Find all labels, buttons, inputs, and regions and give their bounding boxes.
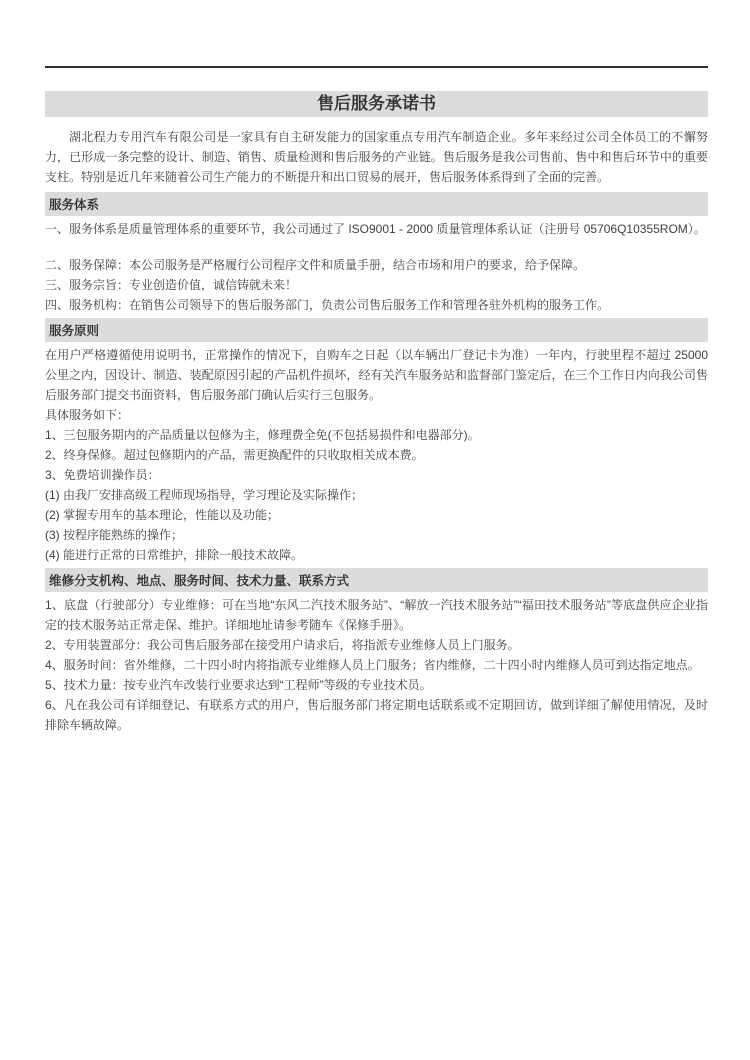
paragraph: 1、三包服务期内的产品质量以包修为主，修理费全免(不包括易损件和电器部分)。 bbox=[45, 428, 480, 442]
paragraph: (1) 由我厂安排高级工程师现场指导，学习理论及实际操作； bbox=[45, 488, 364, 502]
paragraph: 5、技术力量：按专业汽车改装行业要求达到“工程师”等级的专业技术员。 bbox=[45, 678, 432, 692]
paragraph: 3、免费培训操作员： bbox=[45, 468, 160, 482]
section-header-0: 服务体系 bbox=[45, 192, 708, 216]
paragraph: 2、专用装置部分：我公司售后服务部在接受用户请求后，将指派专业维修人员上门服务。 bbox=[45, 638, 520, 652]
paragraph: (2) 掌握专用车的基本理论，性能以及功能； bbox=[45, 508, 280, 522]
paragraph: (4) 能进行正常的日常维护，排除一般技术故障。 bbox=[45, 548, 304, 562]
paragraph: 1、底盘（行驶部分）专业维修：可在当地“东风二汽技术服务站”、“解放一汽技术服务站”“福田技术服务站”等底盘供应企业指定的技术服务站正常走保、维护。详细地址请参考随车《保修手册》。 bbox=[45, 598, 708, 632]
paragraph: 2、终身保修。超过包修期内的产品，需更换配件的只收取相关成本费。 bbox=[45, 448, 424, 462]
document-title: 售后服务承诺书 bbox=[45, 91, 708, 117]
paragraph: 具体服务如下： bbox=[45, 408, 130, 422]
top-divider bbox=[45, 66, 708, 68]
paragraph: 一、服务体系是质量管理体系的重要环节，我公司通过了 ISO9001 - 2000 质量管理体系认证（注册号 05706Q10355ROM）。 bbox=[45, 222, 706, 236]
paragraph: 二、服务保障：本公司服务是严格履行公司程序文件和质量手册，结合市场和用户的要求，给予保障。 bbox=[45, 258, 586, 272]
intro-paragraph: 湖北程力专用汽车有限公司是一家具有自主研发能力的国家重点专用汽车制造企业。多年来经过公司全体员工的不懈努力，已形成一条完整的设计、制造、销售、质量检测和售后服务的产业链。售后服务是我公司售前、售中和售后环节中的重要支柱。特别是近几年来随着公司生产能力的不断提升和出口贸易的展开，售后服务体系得到了全面的完善。 bbox=[45, 130, 708, 184]
paragraph-spacer bbox=[45, 239, 708, 255]
paragraph: 在用户严格遵循使用说明书，正常操作的情况下，自购车之日起（以车辆出厂登记卡为准）一年内，行驶里程不超过 25000 公里之内，因设计、制造、装配原因引起的产品机件损坏，经有关汽车服务站和监督部门鉴定后，在三个工作日内向我公司售后服务部门提交书面资料，售后服务部门确认后实行三包服务。 bbox=[45, 348, 708, 402]
sections-container bbox=[45, 192, 708, 735]
section-header-1: 服务原则 bbox=[45, 318, 708, 342]
paragraph: 4、服务时间：省外维修，二十四小时内将指派专业维修人员上门服务；省内维修，二十四小时内维修人员可到达指定地点。 bbox=[45, 658, 700, 672]
paragraph: 三、服务宗旨：专业创造价值，诚信铸就未来！ bbox=[45, 278, 298, 292]
paragraph: (3) 按程序能熟练的操作； bbox=[45, 528, 184, 542]
paragraph: 6、凡在我公司有详细登记、有联系方式的用户，售后服务部门将定期电话联系或不定期回访，做到详细了解使用情况，及时排除车辆故障。 bbox=[45, 698, 708, 732]
section-header-2: 维修分支机构、地点、服务时间、技术力量、联系方式 bbox=[45, 568, 708, 592]
paragraph: 四、服务机构：在销售公司领导下的售后服务部门，负责公司售后服务工作和管理各驻外机构的服务工作。 bbox=[45, 298, 610, 312]
